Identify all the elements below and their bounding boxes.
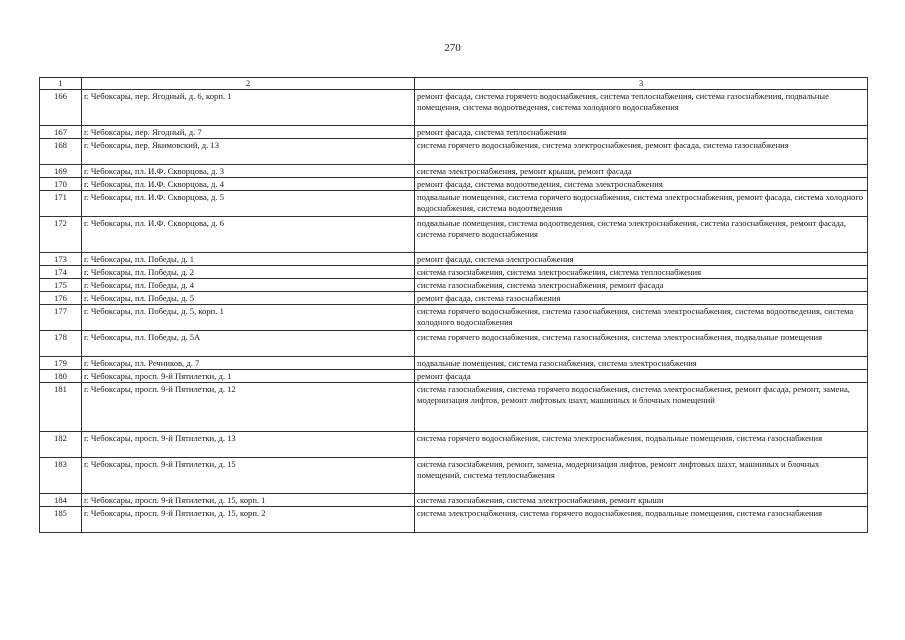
row-works: система горячего водоснабжения, система электроснабжения, ремонт фасада, система газоснабжения — [415, 139, 868, 165]
row-works: ремонт фасада, система водоотведения, система электроснабжения — [415, 178, 868, 191]
row-works: система газоснабжения, система электроснабжения, ремонт крыши — [415, 494, 868, 507]
row-address: г. Чебоксары, пл. Победы, д. 5, корп. 1 — [82, 305, 415, 331]
row-works: система газоснабжения, система электроснабжения, ремонт фасада — [415, 279, 868, 292]
row-address: г. Чебоксары, просп. 9-й Пятилетки, д. 15 — [82, 458, 415, 494]
row-works: ремонт фасада — [415, 370, 868, 383]
row-address: г. Чебоксары, пл. И.Ф. Скворцова, д. 6 — [82, 217, 415, 253]
row-number: 167 — [40, 126, 82, 139]
row-number: 185 — [40, 507, 82, 533]
table-row — [40, 494, 868, 507]
row-works: система электроснабжения, система горячего водоснабжения, подвальные помещения, система газоснабжения — [415, 507, 868, 533]
row-address: г. Чебоксары, пл. И.Ф. Скворцова, д. 3 — [82, 165, 415, 178]
row-number: 175 — [40, 279, 82, 292]
table-row — [40, 279, 868, 292]
table-header-row — [40, 78, 868, 90]
row-address: г. Чебоксары, пер. Якимовский, д. 13 — [82, 139, 415, 165]
row-number: 168 — [40, 139, 82, 165]
row-address: г. Чебоксары, пл. И.Ф. Скворцова, д. 4 — [82, 178, 415, 191]
column-header-works: 3 — [415, 78, 868, 90]
table-row — [40, 331, 868, 357]
table-row — [40, 383, 868, 432]
table-row — [40, 178, 868, 191]
row-address: г. Чебоксары, пл. Победы, д. 5А — [82, 331, 415, 357]
row-address: г. Чебоксары, просп. 9-й Пятилетки, д. 12 — [82, 383, 415, 432]
table-row — [40, 266, 868, 279]
row-number: 184 — [40, 494, 82, 507]
row-address: г. Чебоксары, пл. Речников, д. 7 — [82, 357, 415, 370]
row-address: г. Чебоксары, пл. Победы, д. 5 — [82, 292, 415, 305]
row-works: ремонт фасада, система горячего водоснабжения, система теплоснабжения, система газоснабжения, подвальные помещения, система водоотведения, система холодного водоснабжения — [415, 90, 868, 126]
table-row — [40, 253, 868, 266]
row-address: г. Чебоксары, просп. 9-й Пятилетки, д. 13 — [82, 432, 415, 458]
row-address: г. Чебоксары, пл. И.Ф. Скворцова, д. 5 — [82, 191, 415, 217]
row-address: г. Чебоксары, пер. Ягодный, д. 6, корп. 1 — [82, 90, 415, 126]
table-row — [40, 90, 868, 126]
row-works: ремонт фасада, система газоснабжения — [415, 292, 868, 305]
row-works: ремонт фасада, система электроснабжения — [415, 253, 868, 266]
row-number: 171 — [40, 191, 82, 217]
row-number: 181 — [40, 383, 82, 432]
row-number: 170 — [40, 178, 82, 191]
row-works: подвальные помещения, система газоснабжения, система электроснабжения — [415, 357, 868, 370]
table-row — [40, 139, 868, 165]
row-number: 169 — [40, 165, 82, 178]
row-number: 177 — [40, 305, 82, 331]
column-header-number: 1 — [40, 78, 82, 90]
row-works: система горячего водоснабжения, система газоснабжения, система электроснабжения, подвальные помещения — [415, 331, 868, 357]
row-works: подвальные помещения, система горячего водоснабжения, система электроснабжения, ремонт фасада, система холодного водоснабжения, система водоотведения — [415, 191, 868, 217]
row-address: г. Чебоксары, просп. 9-й Пятилетки, д. 1 — [82, 370, 415, 383]
repair-works-table — [39, 77, 868, 533]
table-row — [40, 432, 868, 458]
row-number: 174 — [40, 266, 82, 279]
row-address: г. Чебоксары, просп. 9-й Пятилетки, д. 15, корп. 1 — [82, 494, 415, 507]
row-address: г. Чебоксары, просп. 9-й Пятилетки, д. 15, корп. 2 — [82, 507, 415, 533]
row-works: система горячего водоснабжения, система электроснабжения, подвальные помещения, система газоснабжения — [415, 432, 868, 458]
table-row — [40, 191, 868, 217]
table-row — [40, 217, 868, 253]
row-number: 172 — [40, 217, 82, 253]
row-works: система газоснабжения, система электроснабжения, система теплоснабжения — [415, 266, 868, 279]
row-number: 179 — [40, 357, 82, 370]
table-row — [40, 305, 868, 331]
row-works: подвальные помещения, система водоотведения, система электроснабжения, система газоснабжения, ремонт фасада, система горячего водоснабжения — [415, 217, 868, 253]
table-row — [40, 165, 868, 178]
table-row — [40, 126, 868, 139]
row-number: 166 — [40, 90, 82, 126]
row-address: г. Чебоксары, пл. Победы, д. 1 — [82, 253, 415, 266]
row-address: г. Чебоксары, пл. Победы, д. 4 — [82, 279, 415, 292]
row-address: г. Чебоксары, пл. Победы, д. 2 — [82, 266, 415, 279]
row-number: 182 — [40, 432, 82, 458]
row-works: система газоснабжения, система горячего водоснабжения, система электроснабжения, ремонт фасада, ремонт, замена, модернизация лифтов, ремонт лифтовых шахт, машинных и блочных помещений — [415, 383, 868, 432]
table-row — [40, 370, 868, 383]
column-header-address: 2 — [82, 78, 415, 90]
row-address: г. Чебоксары, пер. Ягодный, д. 7 — [82, 126, 415, 139]
table-row — [40, 507, 868, 533]
row-works: ремонт фасада, система теплоснабжения — [415, 126, 868, 139]
table-row — [40, 292, 868, 305]
table-row — [40, 458, 868, 494]
row-works: система горячего водоснабжения, система газоснабжения, система электроснабжения, система водоотведения, система холодного водоснабжения — [415, 305, 868, 331]
row-works: система газоснабжения, ремонт, замена, модернизация лифтов, ремонт лифтовых шахт, машинных и блочных помещений, система теплоснабжения — [415, 458, 868, 494]
row-number: 180 — [40, 370, 82, 383]
page-number: 270 — [444, 42, 461, 54]
row-number: 173 — [40, 253, 82, 266]
row-number: 176 — [40, 292, 82, 305]
table-row — [40, 357, 868, 370]
row-works: система электроснабжения, ремонт крыши, ремонт фасада — [415, 165, 868, 178]
row-number: 178 — [40, 331, 82, 357]
row-number: 183 — [40, 458, 82, 494]
